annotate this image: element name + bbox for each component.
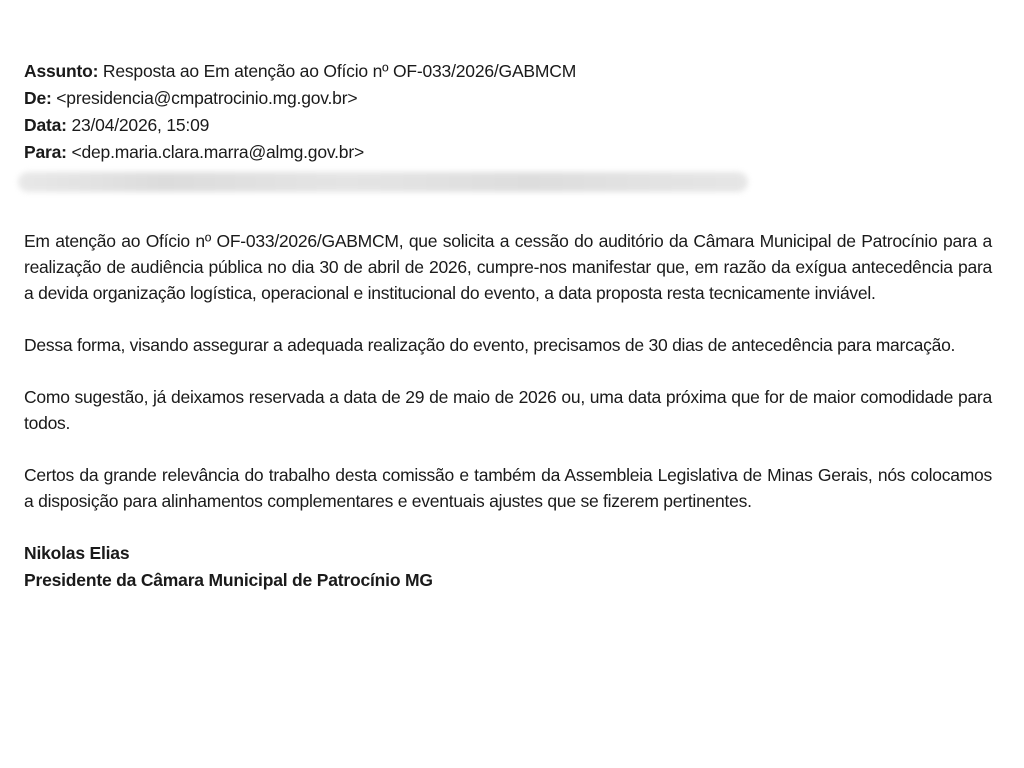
signature-title: Presidente da Câmara Municipal de Patrocínio MG [24,570,433,590]
signature-name: Nikolas Elias [24,543,130,563]
to-value: <dep.maria.clara.marra@almg.gov.br> [71,142,364,162]
date-label: Data: [24,115,67,135]
body-paragraph-1: Em atenção ao Ofício nº OF-033/2026/GABMCM, que solicita a cessão do auditório da Câmara Municipal de Patrocínio para a realização de audiência pública no dia 30 de abril de 2026, cumpre-nos manifestar que, em razão da exígua antecedência para a devida organização logística, operacional e institucional do evento, a data proposta resta tecnicamente inviável. [24,231,992,303]
date-value: 23/04/2026, 15:09 [71,115,210,135]
email-document [24,58,992,590]
body-paragraph-3: Como sugestão, já deixamos reservada a data de 29 de maio de 2026 ou, uma data próxima que for de maior comodidade para todos. [24,387,992,433]
from-value: <presidencia@cmpatrocinio.mg.gov.br> [56,88,358,108]
redacted-line-blur [18,172,748,192]
signature-block [24,540,992,594]
to-label: Para: [24,142,67,162]
body-paragraph-2: Dessa forma, visando assegurar a adequada realização do evento, precisamos de 30 dias de antecedência para marcação. [24,335,956,355]
to-line [24,139,992,166]
subject-line [24,58,992,85]
body-paragraph-4: Certos da grande relevância do trabalho desta comissão e também da Assembleia Legislativa de Minas Gerais, nós colocamos a disposição para alinhamentos complementares e eventuais ajustes que se fizerem pertinentes. [24,465,992,511]
subject-value: Resposta ao Em atenção ao Ofício nº OF-033/2026/GABMCM [102,61,577,81]
from-line [24,85,992,112]
from-label: De: [24,88,52,108]
email-body [24,228,992,594]
subject-label: Assunto: [24,61,99,81]
date-line [24,112,992,139]
